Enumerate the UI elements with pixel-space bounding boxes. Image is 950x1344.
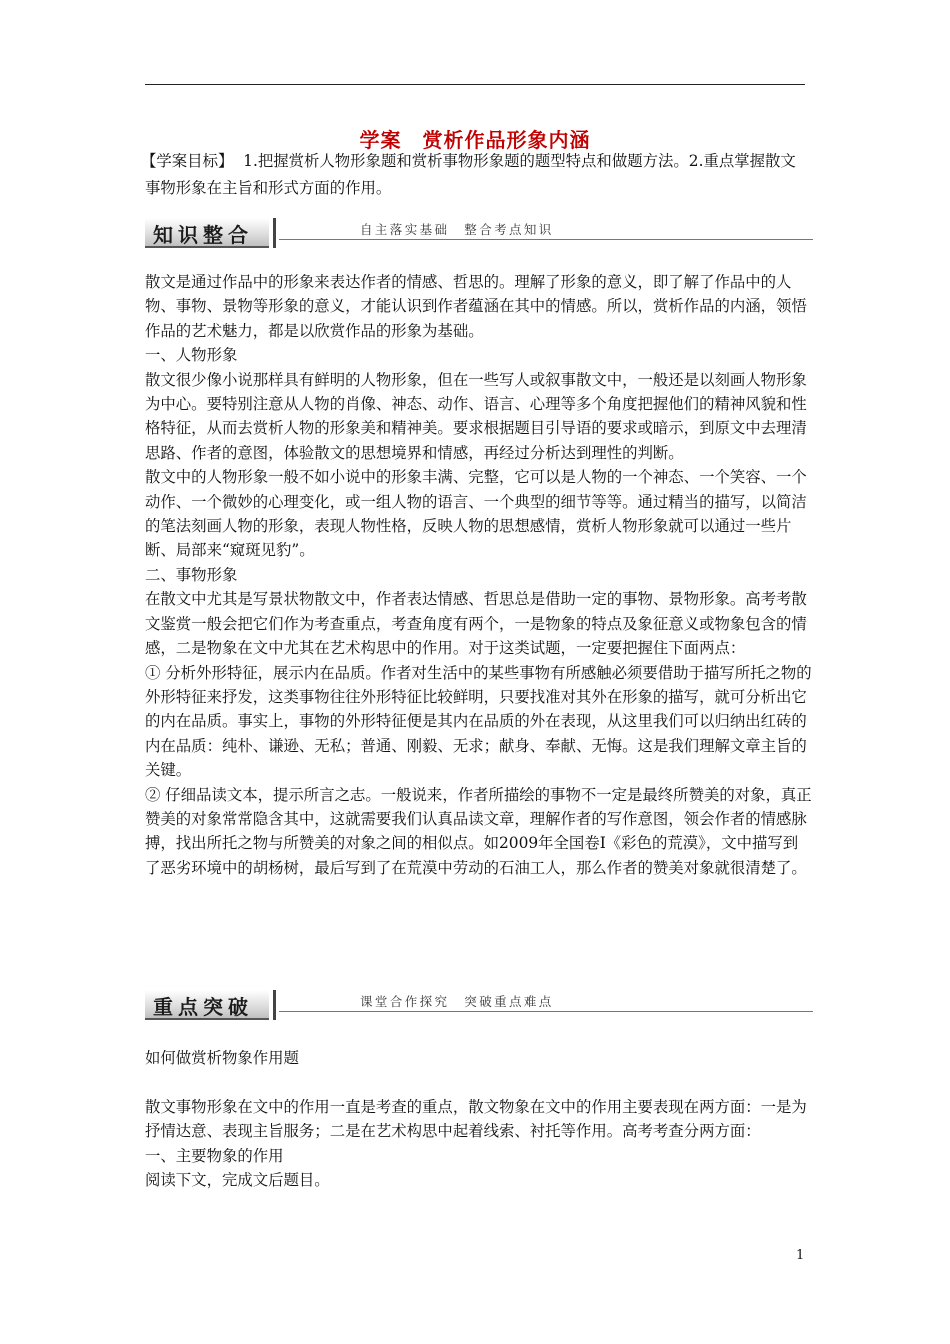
subheading: 一、主要物象的作用: [145, 1146, 284, 1165]
paragraph: 在散文中尤其是写景状物散文中，作者表达情感、哲思总是借助一定的事物、景物形象。高考考散文鉴赏一般会把它们作为考查重点，考查角度有两个，一是物象的特点及象征意义或物象包含的情感，二是物象在文中尤其在艺术构思中的作用。对于这类试题，一定要把握住下面两点：: [145, 590, 807, 658]
paragraph: 阅读下文，完成文后题目。: [145, 1171, 330, 1190]
paragraph: 散文很少像小说那样具有鲜明的人物形象，但在一些写人或叙事散文中，一般还是以刻画人物形象为中心。要特别注意从人物的肖像、神态、动作、语言、心理等多个角度把握他们的精神风貌和性格特征，从而去赏析人物的形象美和精神美。要求根据题目引导语的要求或暗示，到原文中去理清思路、作者的意图，体验散文的思想境界和情感，再经过分析达到理性的判断。: [145, 370, 807, 462]
banner-underline: [279, 1011, 813, 1012]
paragraph: 散文中的人物形象一般不如小说中的形象丰满、完整，它可以是人物的一个神态、一个笑容、一个动作、一个微妙的心理变化，或一组人物的语言、一个典型的细节等等。通过精当的描写，以简洁的笔法刻画人物的形象，表现人物性格，反映人物的思想感情，赏析人物形象就可以通过一些片断、局部来“窥斑见豹”。: [145, 468, 807, 560]
paragraph: 散文事物形象在文中的作用一直是考查的重点，散文物象在文中的作用主要表现在两方面：一是为抒情达意、表现主旨服务；二是在艺术构思中起着线索、衬托等作用。高考考查分两方面：: [145, 1097, 807, 1141]
subheading: 一、人物形象: [145, 346, 238, 365]
banner-underline: [279, 239, 813, 240]
topic-heading: 如何做赏析物象作用题: [145, 1049, 299, 1067]
section-banner-focus: [145, 990, 813, 1026]
page-number: 1: [796, 1248, 805, 1263]
section-body-focus: [145, 1046, 813, 1192]
paragraph: ② 仔细品读文本，提示所言之志。一般说来，作者所描绘的事物不一定是最终所赞美的对象，真正赞美的对象常常隐含其中，这就需要我们认真品读文章，理解作者的写作意图，领会作者的情感脉搏，找出所托之物与所赞美的对象之间的相似点。如2009年全国卷Ⅰ《彩色的荒漠》，文中描写到了恶劣环境中的胡杨树，最后写到了在荒漠中劳动的石油工人，那么作者的赞美对象就很清楚了。: [145, 785, 812, 877]
banner-divider: [273, 218, 276, 248]
page-title: 学案 赏析作品形象内涵: [359, 128, 591, 152]
banner-divider: [273, 990, 276, 1020]
header-rule: [145, 84, 805, 85]
section-subtitle: 自主落实基础 整合考点知识: [360, 222, 554, 237]
section-body-knowledge: [145, 270, 813, 880]
section-subtitle: 课堂合作探究 突破重点难点: [360, 994, 554, 1009]
subheading: 二、事物形象: [145, 565, 238, 584]
section-banner-knowledge: [145, 218, 813, 254]
goal-text: 1.把握赏析人物形象题和赏析事物形象题的题型特点和做题方法。2.重点掌握散文事物形象在主旨和形式方面的作用。: [145, 152, 796, 197]
paragraph: 散文是通过作品中的形象来表达作者的情感、哲思的。理解了形象的意义，即了解了作品中的人物、事物、景物等形象的意义，才能认识到作者蕴涵在其中的情感。所以，赏析作品的内涵，领悟作品的艺术魅力，都是以欣赏作品的形象为基础。: [145, 273, 807, 340]
paragraph: ① 分析外形特征，展示内在品质。作者对生活中的某些事物有所感触必须要借助于描写所托之物的外形特征来抒发，这类事物往往外形特征比较鲜明，只要找准对其外在形象的描写，就可分析出它的内在品质。事实上，事物的外形特征便是其内在品质的外在表现，从这里我们可以归纳出红砖的内在品质：纯朴、谦逊、无私；普通、刚毅、无求；献身、奉献、无悔。这是我们理解文章主旨的关键。: [145, 663, 812, 780]
section-heading: 重点突破: [153, 995, 253, 1019]
learning-goal: [141, 148, 810, 202]
banner-label-box: [145, 218, 269, 248]
goal-tag: 【学案目标】: [141, 152, 234, 170]
section-heading: 知识整合: [153, 223, 253, 247]
banner-label-box: [145, 990, 269, 1020]
